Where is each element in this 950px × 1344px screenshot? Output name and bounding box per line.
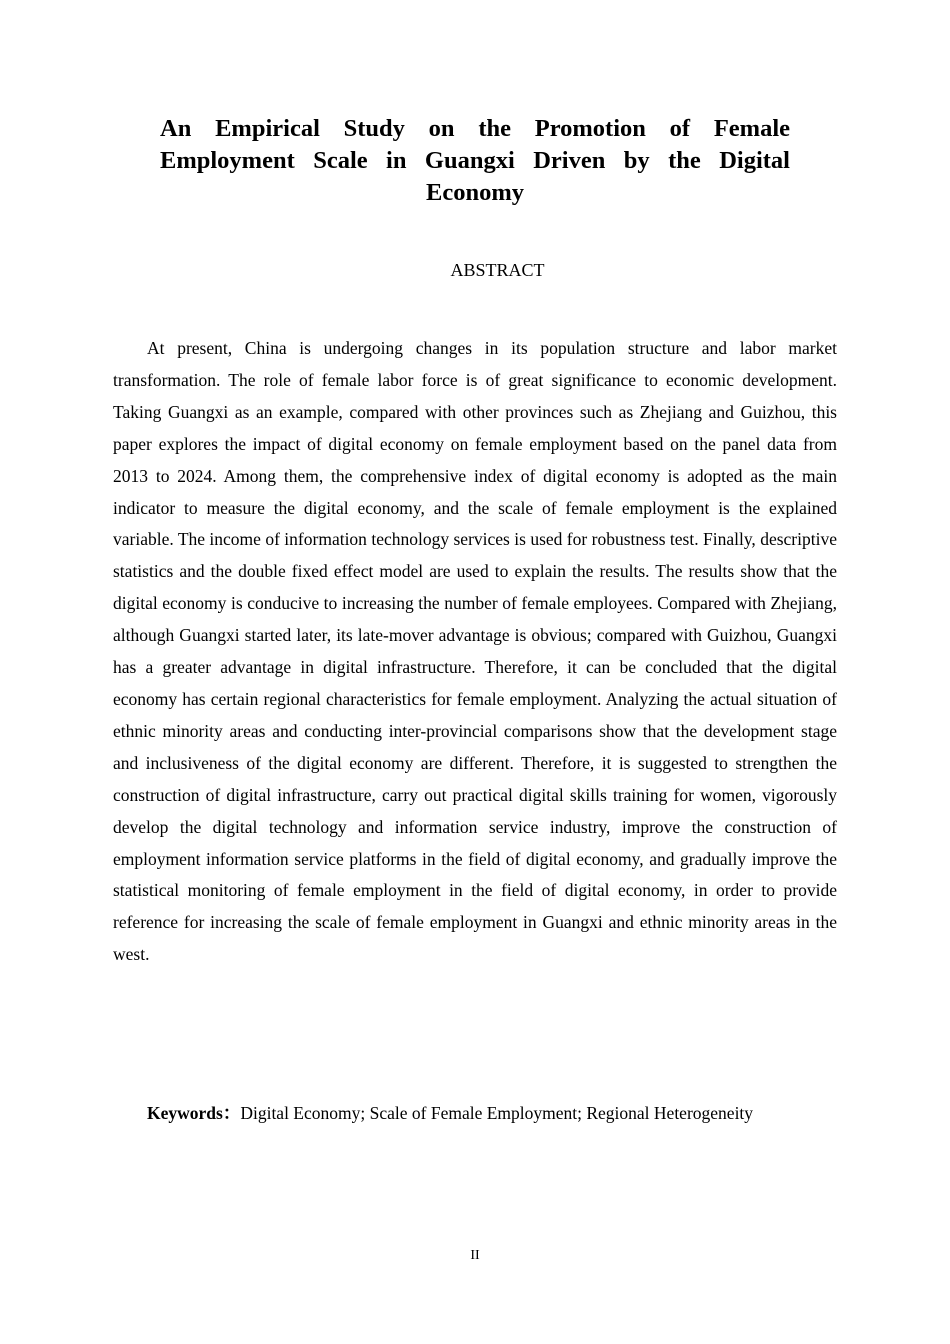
abstract-body: At present, China is undergoing changes in its population structure and labor market transformation. The role of female labor force is of great significance to economic development. Taking Guangxi as an example, compared with other provinces such as Zhejiang and Guizhou, this paper explores the impact of digital economy on female employment based on the panel data from 2013 to 2024. Among them, the comprehensive index of digital economy is adopted as the main indicator to measure the digital economy, and the scale of female employment is the explained variable. The income of information technology services is used for robustness test. Finally, descriptive statistics and the double fixed effect model are used to explain the results. The results show that the digital economy is conducive to increasing the number of female employees. Compared with Zhejiang, although Guangxi started later, its late-mover advantage is obvious; compared with Guizhou, Guangxi has a greater advantage in digital infrastructure. Therefore, it can be concluded that the digital economy has certain regional characteristics for female employment. Analyzing the actual situation of ethnic minority areas and conducting inter-provincial comparisons show that the development stage and inclusiveness of the digital economy are different. Therefore, it is suggested to strengthen the construction of digital infrastructure, carry out practical digital skills training for women, vigorously develop the digital technology and information service industry, improve the construction of employment information service platforms in the field of digital economy, and gradually improve the statistical monitoring of female employment in the field of digital economy, in order to provide reference for increasing the scale of female employment in Guangxi and ethnic minority areas in the west. — [113, 338, 837, 965]
page-number: II — [470, 1248, 480, 1263]
keywords-text: Digital Economy; Scale of Female Employment; Regional Heterogeneity — [240, 1103, 754, 1123]
paper-title: An Empirical Study on the Promotion of Female Employment Scale in Guangxi Driven by the Digital Economy — [160, 115, 790, 206]
keywords-label: Keywords： — [147, 1103, 241, 1123]
abstract-heading: ABSTRACT — [450, 260, 545, 280]
keywords-line — [147, 1100, 753, 1126]
